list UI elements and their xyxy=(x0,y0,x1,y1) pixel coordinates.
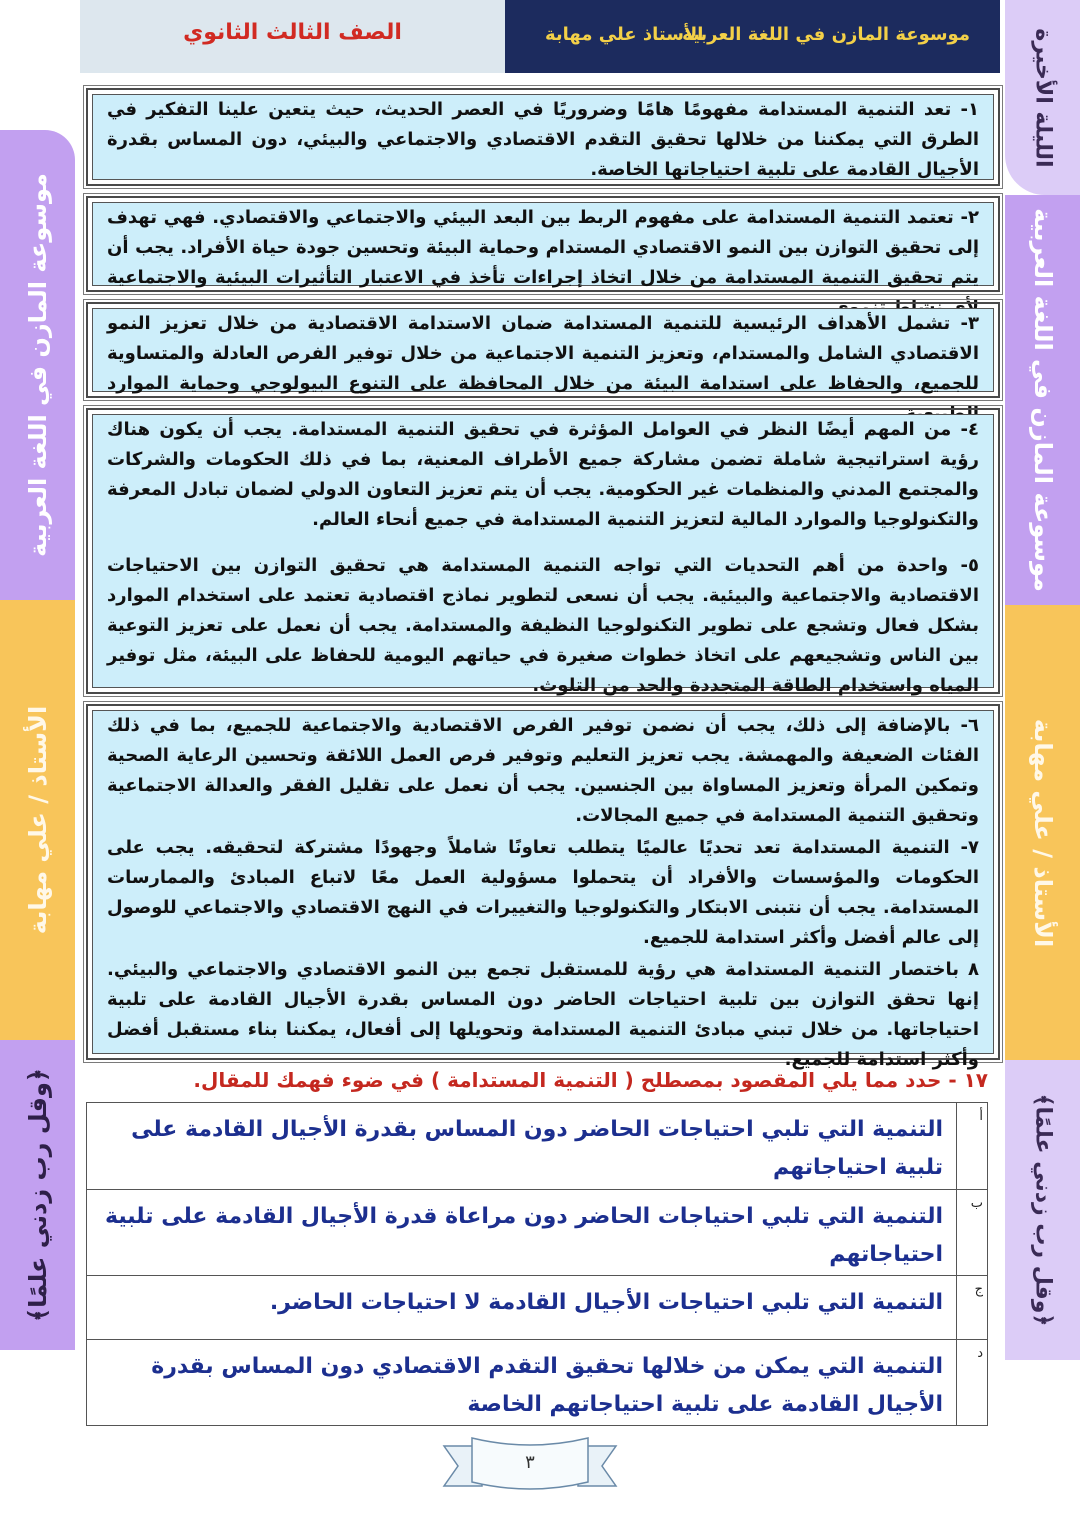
option-a-letter: أ xyxy=(979,1109,983,1124)
teacher-name: الأستاذ علي مهابة xyxy=(545,24,704,45)
header-banner xyxy=(505,0,1000,73)
option-c[interactable] xyxy=(87,1275,987,1340)
option-d-text: التنمية التي يمكن من خلالها تحقيق التقدم الاقتصادي دون المساس بقدرة الأجيال القادمة على تلبية احتياجاتهم الخاصة xyxy=(151,1354,943,1417)
paragraph-7: ٧- التنمية المستدامة تعد تحديًا عالميًا يتطلب تعاونًا شاملاً وجهودًا مشتركة لتحقيقه. يجب على الحكومات والمؤسسات والأفراد أن يتحملوا مسؤولية العمل معًا لاتباع المبادئ والممارسات المستدامة. يجب أن نتبنى الابتكار والتكنولوجيا والتغييرات في النهج الاقتصادي والاجتماعي للوصول إلى عالم أفضل وأكثر استدامة للجميع. xyxy=(107,837,979,948)
header-grade-panel xyxy=(80,0,505,73)
right-sidebar-series xyxy=(1005,195,1080,605)
option-d[interactable] xyxy=(87,1339,987,1426)
left-sidebar-teacher-text: الأستاذ / علي مهابة xyxy=(23,705,52,935)
right-sidebar-verse xyxy=(1005,1060,1080,1360)
paragraph-8: ٨ باختصار التنمية المستدامة هي رؤية للمستقبل تجمع بين النمو الاقتصادي والاجتماعي والبيئي. إنها تحقق التوازن بين تلبية احتياجات الحاضر دون المساس بقدرة الأجيال القادمة على تلبية احتياجاتها. من خلال تبني مبادئ التنمية المستدامة وتحويلها إلى أفعال، يمكننا بناء مستقبل أفضل وأكثر استدامة للجميع. xyxy=(107,959,979,1070)
paragraph-2: ٢- تعتمد التنمية المستدامة على مفهوم الربط بين البعد البيئي والاجتماعي والاقتصادي. فهي تهدف إلى تحقيق التوازن بين النمو الاقتصادي المستدام وحماية البيئة وتحسين جودة حياة الأفراد. يجب أن يتم تحقيق التنمية المستدامة من خلال اتخاذ إجراءات تأخذ في الاعتبار التأثيرات البيئية والاجتماعية xyxy=(107,207,979,288)
question-17: ١٧ - حدد مما يلي المقصود بمصطلح ( التنمية المستدامة ) في ضوء فهمك للمقال. xyxy=(193,1068,988,1092)
option-c-letter: ج xyxy=(974,1282,983,1297)
option-a[interactable] xyxy=(87,1103,987,1189)
cell-divider xyxy=(956,1103,957,1189)
right-sidebar-title-text: الليلة الأخيرة xyxy=(1030,27,1055,168)
left-sidebar-verse xyxy=(0,1040,75,1350)
paragraph-box-1 xyxy=(86,88,1000,186)
paragraph-3: ٣- تشمل الأهداف الرئيسية للتنمية المستدامة ضمان الاستدامة الاقتصادية من خلال تعزيز النمو الاقتصادي الشامل والمستدام، وتعزيز التنمية الاجتماعية من خلال توفير الفرص العادلة والمتساوية للجميع، والحفاظ على استدامة البيئة من خلال المحافظة على التنوع البيولوجي وحماية الموارد xyxy=(107,313,979,394)
cell-divider xyxy=(956,1276,957,1340)
option-b[interactable] xyxy=(87,1189,987,1276)
paragraph-box-4-5 xyxy=(86,408,1000,694)
option-b-text: التنمية التي تلبي احتياجات الحاضر دون مراعاة قدرة الأجيال القادمة على تلبية احتياجاتهم xyxy=(104,1204,943,1267)
grade-title: الصف الثالث الثانوي xyxy=(183,20,402,45)
paragraph-box-3 xyxy=(86,302,1000,398)
option-a-text: التنمية التي تلبي احتياجات الحاضر دون المساس بقدرة الأجيال القادمة على تلبية احتياجاتهم xyxy=(131,1117,943,1180)
right-sidebar-teacher xyxy=(1005,605,1080,1060)
cell-divider xyxy=(956,1340,957,1426)
option-d-letter: د xyxy=(977,1346,983,1361)
left-sidebar-series-text: موسوعة المازن في اللغة العربية xyxy=(23,173,52,557)
series-title: موسوعة المازن في اللغة العربية xyxy=(682,24,970,45)
left-sidebar-series xyxy=(0,130,75,600)
paragraph-1: ١- تعد التنمية المستدامة مفهومًا هامًا وضروريًا في العصر الحديث، حيث يتعين علينا التفكير في الطرق التي يمكننا من خلالها تحقيق التقدم الاقتصادي والاجتماعي والبيئي، دون المساس بقدرة الأجيال القادمة على تلبية احتياجاتها الخاصة. xyxy=(107,99,979,180)
paragraph-6: ٦- بالإضافة إلى ذلك، يجب أن نضمن توفير الفرص الاقتصادية والاجتماعية للجميع، بما في ذلك الفئات الضعيفة والمهمشة. يجب تعزيز التعليم وتوفير فرص العمل اللائقة وتحسين الرعاية الصحية وتمكين المرأة وتعزيز المساواة بين الجنسين. يجب أن نعمل على تقليل الفقر والعدالة الاجتماعية وتحقيق التنمية المستدامة في جميع المجالات. xyxy=(107,715,979,826)
paragraph-4: ٤- من المهم أيضًا النظر في العوامل المؤثرة في تحقيق التنمية المستدامة. يجب أن يكون هناك رؤية استراتيجية شاملة تضمن مشاركة جميع الأطراف المعنية، بما في ذلك الحكومات والشركات والمجتمع المدني والمنظمات غير الحكومية. يجب أن يتم تعزيز التعاون الدولي لضمان تبادل المعرفة والتكنولوجيا والموارد المالية لتعزيز التنمية المستدامة في جميع أنحاء العالم. xyxy=(107,419,979,530)
paragraph-box-6-8 xyxy=(86,704,1000,1070)
page-number-ribbon xyxy=(442,1426,618,1500)
page-number: ٣ xyxy=(525,1452,535,1473)
right-sidebar-title xyxy=(1005,0,1080,195)
right-sidebar-teacher-text: الأستاذ / علي مهابة xyxy=(1028,718,1057,947)
paragraph-box-2 xyxy=(86,196,1000,292)
left-sidebar-teacher xyxy=(0,600,75,1040)
options-table xyxy=(86,1102,988,1426)
option-c-text: التنمية التي تلبي احتياجات الأجيال القادمة لا احتياجات الحاضر. xyxy=(269,1290,943,1315)
left-sidebar-verse-text: ﴿وقل رب زدني علمًا﴾ xyxy=(23,1068,52,1322)
option-b-letter: ب xyxy=(970,1196,983,1211)
right-sidebar-series-text: موسوعة المازن في اللغة العربية xyxy=(1028,208,1057,592)
right-sidebar-verse-text: ﴿وقل رب زدني علمًا﴾ xyxy=(1030,1093,1055,1327)
paragraph-5: ٥- واحدة من أهم التحديات التي تواجه التنمية المستدامة هي تحقيق التوازن بين الاحتياجات الاقتصادية والاجتماعية والبيئية. يجب أن نسعى لتطوير نماذج اقتصادية تعتمد على استخدام الموارد بشكل فعال وتشجع على تطوير التكنولوجيا النظيفة والمستدامة. يجب أن نعمل على تعزيز التوعية بين الناس وتشجيعهم على اتخاذ خطوات صغيرة في حياتهم اليومية للحفاظ على البيئة، مثل توفير المياه واستخدام الطاقة المتجددة والحد من التلوث. xyxy=(107,555,979,696)
cell-divider xyxy=(956,1190,957,1276)
